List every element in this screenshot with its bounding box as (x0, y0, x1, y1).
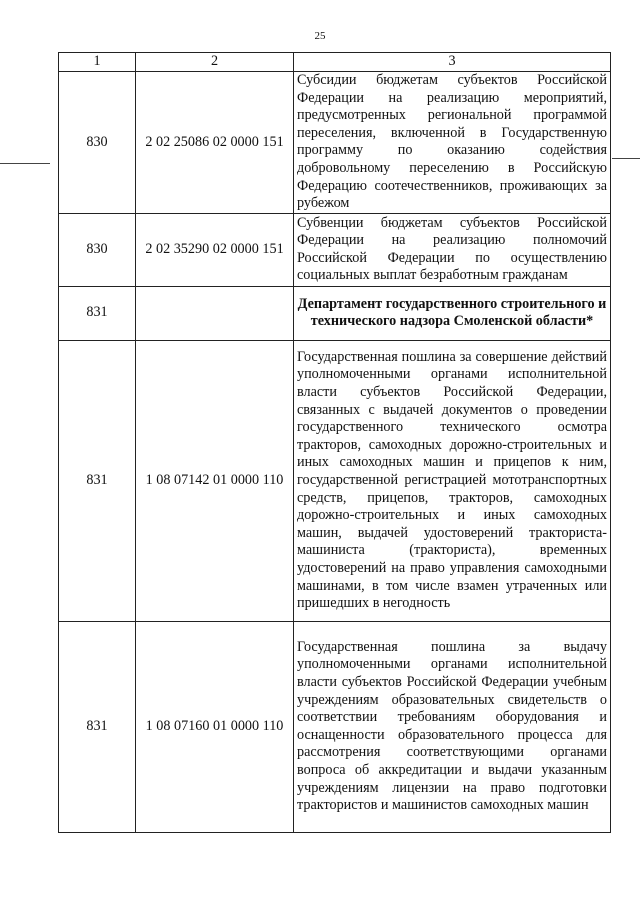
table-row (59, 286, 611, 340)
description-cell: Государственная пошлина за совершение действий уполномоченными органами исполнительной власти субъектов Российской Федерации, связанных с выдачей документов о проведении государственного технического осмотра тракторов, самоходных дорожно-строительных и иных самоходных машин и прицепов к ним, государственной регистрацией мототранспортных средств, прицепов, тракторов, самоходных дорожно-строительных и иных самоходных машин, выдачей удостоверений тракториста-машиниста (тракториста), временных удостоверений на право управления самоходными машинами, в том числе взамен утраченных или пришедших в негодность (294, 340, 611, 621)
margin-mark-left (0, 163, 50, 164)
margin-mark-right (612, 158, 640, 159)
admin-code-cell: 830 (59, 72, 136, 214)
budget-codes-table (58, 52, 611, 833)
header-col-2: 2 (136, 53, 294, 72)
header-col-1: 1 (59, 53, 136, 72)
header-col-3: 3 (294, 53, 611, 72)
table-row (59, 72, 611, 214)
table-row (59, 340, 611, 621)
budget-code-cell: 1 08 07142 01 0000 110 (136, 340, 294, 621)
table-row (59, 621, 611, 832)
admin-code-cell: 831 (59, 621, 136, 832)
budget-code-cell: 1 08 07160 01 0000 110 (136, 621, 294, 832)
budget-code-cell: 2 02 25086 02 0000 151 (136, 72, 294, 214)
department-heading-cell: Департамент государственного строительного и технического надзора Смоленской области* (294, 286, 611, 340)
table-row (59, 213, 611, 286)
admin-code-cell: 830 (59, 213, 136, 286)
admin-code-cell: 831 (59, 340, 136, 621)
page-number: 25 (314, 30, 326, 42)
description-cell: Субсидии бюджетам субъектов Российской Федерации на реализацию мероприятий, предусмотренных региональной программой переселения, включенной в Государственную программу по оказанию содействия добровольному переселению в Российскую Федерацию соотечественников, проживающих за рубежом (294, 72, 611, 214)
table-header-row (59, 53, 611, 72)
description-cell: Государственная пошлина за выдачу уполномоченными органами исполнительной власти субъектов Российской Федерации учебным учреждениям образовательных свидетельств о соответствии требованиям оборудования и оснащенности образовательного процесса для рассмотрения соответствующими органами вопроса об аккредитации и выдачи указанным учреждениям лицензии на право подготовки трактористов и машинистов самоходных машин (294, 621, 611, 832)
budget-code-cell (136, 286, 294, 340)
description-cell: Субвенции бюджетам субъектов Российской Федерации на реализацию полномочий Российской Федерации по осуществлению социальных выплат безработным гражданам (294, 213, 611, 286)
admin-code-cell: 831 (59, 286, 136, 340)
budget-code-cell: 2 02 35290 02 0000 151 (136, 213, 294, 286)
